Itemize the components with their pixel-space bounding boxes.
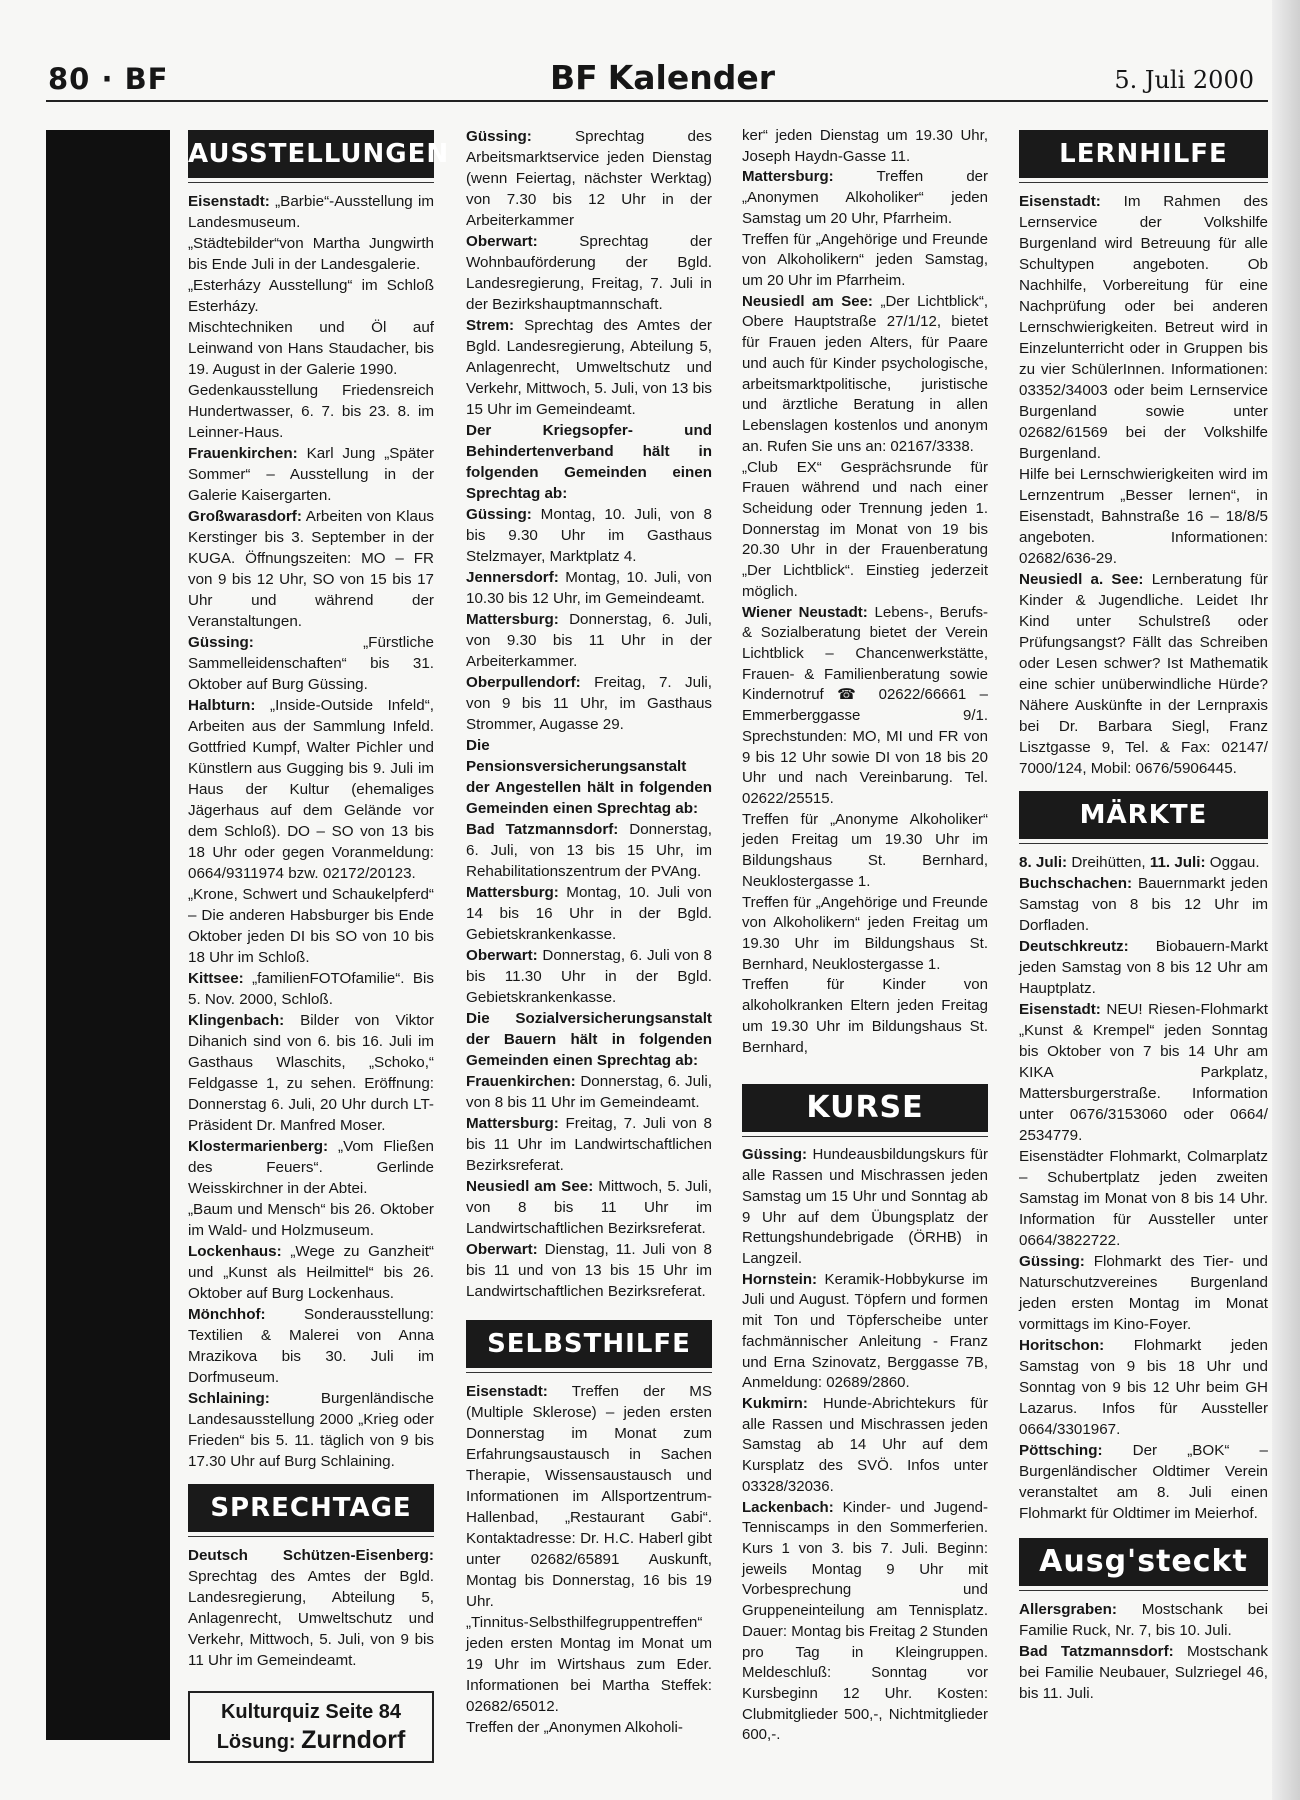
list-item: Mattersburg: Donnerstag, 6. Juli, von 9.30 bis 11 Uhr in der Arbeiterkammer. <box>466 611 712 670</box>
list-heading: Die Sozialversicherungsanstalt der Bauern hält in folgenden Gemeinden einen Sprechtag ab: <box>466 1010 712 1069</box>
list-item: Mattersburg: Freitag, 7. Juli von 8 bis 11 Uhr im Landwirtschaftlichen Bezirksreferat. <box>466 1115 712 1174</box>
column-3 <box>742 126 988 1746</box>
list-item: Klingenbach: Bilder von Viktor Dihanich sind von 6. bis 16. Juli im Gasthaus Wlaschits, „Schoko,“ Feldgasse 1, zu sehen. Eröffnung: Donnerstag 6. Juli, 20 Uhr durch LT-Präsident Dr. Manfred Moser. <box>188 1012 434 1134</box>
list-item: Mattersburg: Montag, 10. Juli von 14 bis 16 Uhr in der Bgld. Gebietskrankenkasse. <box>466 884 712 943</box>
kalender-sidebar <box>46 130 170 1740</box>
list-item: Jennersdorf: Montag, 10. Juli, von 10.30 bis 12 Uhr, im Gemeindeamt. <box>466 569 712 607</box>
list-item: „Esterházy Ausstellung“ im Schloß Esterházy. <box>188 277 434 315</box>
list-item: Neusiedl am See: Mittwoch, 5. Juli, von 8 bis 11 Uhr im Landwirtschaftlichen Bezirksreferat. <box>466 1178 712 1237</box>
list-item: Allersgraben: Mostschank bei Familie Ruck, Nr. 7, bis 10. Juli. <box>1019 1601 1268 1639</box>
divider <box>188 182 434 183</box>
list-item: Pöttsching: Der „BOK“ – Burgenländischer Oldtimer Verein veranstaltet am 8. Juli einen Flohmarkt für Oldtimer im Meierhof. <box>1019 1442 1268 1522</box>
list-item: Oberpullendorf: Freitag, 7. Juli, von 9 bis 11 Uhr, im Gasthaus Strommer, Augasse 29. <box>466 674 712 733</box>
list-item: Treffen für Kinder von alkoholkranken Eltern jeden Freitag um 19.30 Uhr im Bildungshaus St. Bernhard, <box>742 976 988 1056</box>
header-rule <box>46 100 1268 102</box>
divider <box>1019 843 1268 844</box>
list-item: 8. Juli: Dreihütten, 11. Juli: Oggau. <box>1019 854 1260 871</box>
section-kurse: KURSE <box>742 1084 988 1132</box>
section-ausgsteckt: Ausg'steckt <box>1019 1538 1268 1586</box>
list-item: Neusiedl a. See: Lernberatung für Kinder & Jugendliche. Leidet Ihr Kind unter Schulstreß oder Prüfungsangst? Fällt das Schreiben oder Lesen schwer? Ist Mathematik eine schier unüberwindliche Hürde? Nähere Auskünfte in der Lernpraxis bei Dr. Barbara Siegl, Franz Lisztgasse 9, Tel. & Fax: 02147/ 7000/124, Mobil: 0676/5906445. <box>1019 571 1268 777</box>
list-item: Bad Tatzmannsdorf: Donnerstag, 6. Juli, von 13 bis 15 Uhr, im Rehabilitationszentrum der PVAng. <box>466 821 712 880</box>
issue-date: 5. Juli 2000 <box>1114 66 1254 94</box>
list-item: Oberwart: Donnerstag, 6. Juli von 8 bis 11.30 Uhr in der Bgld. Gebietskrankenkasse. <box>466 947 712 1006</box>
list-item: Güssing: Sprechtag des Arbeitsmarktservice jeden Dienstag (wenn Feiertag, nächster Werktag) von 7.30 bis 12 Uhr in der Arbeiterkammer <box>466 128 712 229</box>
divider <box>1019 1590 1268 1591</box>
list-item: Deutschkreutz: Biobauern-Markt jeden Samstag von 8 bis 12 Uhr am Hauptplatz. <box>1019 938 1268 997</box>
list-item: Treffen der „Anonymen Alkoholi- <box>466 1719 683 1736</box>
list-item: Hornstein: Keramik-Hobbykurse im Juli und August. Töpfern und formen mit Ton und Töpferscheibe unter fachmännischer Anleitung - Franz und Erna Szinovatz, Berggasse 7B, Anmeldung: 02689/2860. <box>742 1270 988 1392</box>
list-item: Güssing: Flohmarkt des Tier- und Naturschutzvereines Burgenland jeden ersten Montag im Monat vormittags im Kino-Foyer. <box>1019 1253 1268 1333</box>
list-item: Bad Tatzmannsdorf: Mostschank bei Familie Neubauer, Sulzriegel 46, bis 11. Juli. <box>1019 1643 1268 1702</box>
page-number: 80 · BF <box>48 62 169 96</box>
list-item: Kukmirn: Hunde-Abrichtekurs für alle Rassen und Mischrassen jeden Samstag ab 14 Uhr auf dem Kursplatz des SVÖ. Infos unter 03328/32036. <box>742 1394 988 1495</box>
divider <box>1019 182 1268 183</box>
list-item: „Club EX“ Gesprächsrunde für Frauen während und nach einer Scheidung oder Trennung jeden 1. Donnerstag im Monat von 19 bis 20.30 Uhr in der Frauenberatung „Der Lichtblick“. Einstieg jederzeit möglich. <box>742 458 988 600</box>
list-item: Oberwart: Dienstag, 11. Juli von 8 bis 11 und von 13 bis 15 Uhr im Landwirtschaftlichen Bezirksreferat. <box>466 1241 712 1300</box>
list-item: Halbturn: „Inside-Outside Infeld“, Arbeiten aus der Sammlung Infeld. Gottfried Kumpf, Walter Pichler und Künstlern aus Gugging bis 9. Juli im Haus der Kultur (ehemaliges Jägerhaus auf dem Gelände vor dem Schloß). DO – SO von 13 bis 18 Uhr oder gegen Voranmeldung: 0664/9311974 bzw. 02172/20123. <box>188 697 434 882</box>
section-lernhilfe: LERNHILFE <box>1019 130 1268 178</box>
list-item: Treffen für „Angehörige und Freunde von Alkoholikern“ jeden Freitag um 19.30 Uhr im Bildungshaus St. Bernhard, Neuklostergasse 1. <box>742 893 988 973</box>
list-item: Mattersburg: Treffen der „Anonymen Alkoholiker“ jeden Samstag um 20 Uhr, Pfarrheim. <box>742 168 988 227</box>
list-item: Mischtechniken und Öl auf Leinwand von Hans Staudacher, bis 19. August in der Galerie 1990. <box>188 319 434 378</box>
list-item: Treffen für „Angehörige und Freunde von Alkoholikern“ jeden Samstag, um 20 Uhr im Pfarrheim. <box>742 230 988 290</box>
section-sprechtage: SPRECHTAGE <box>188 1484 434 1532</box>
list-item: Deutsch Schützen-Eisenberg: Sprechtag des Amtes der Bgld. Landesregierung, Abteilung 5, Anlagenrecht, Umweltschutz und Verkehr, Mittwoch, 5. Juli, von 9 bis 11 Uhr im Gemeindeamt. <box>188 1547 434 1669</box>
list-item: Güssing: „Fürstliche Sammelleidenschaften“ bis 31. Oktober auf Burg Güssing. <box>188 634 434 693</box>
column-4 <box>1019 126 1268 1704</box>
page-title <box>550 58 775 97</box>
list-item: „Tinnitus-Selbsthilfegruppentreffen“ jeden ersten Montag im Monat um 19 Uhr im Wirtshaus zum Eder. Informationen bei Martha Steffek: 02682/65012. <box>466 1614 712 1715</box>
list-heading: Der Kriegsopfer- und Behindertenverband hält in folgenden Gemeinden einen Sprechtag ab: <box>466 422 712 502</box>
kulturquiz-solution: Lösung: Zurndorf <box>216 1726 406 1754</box>
list-item: Kittsee: „familienFOTOfamilie“. Bis 5. Nov. 2000, Schloß. <box>188 970 434 1008</box>
column-2 <box>466 126 712 1738</box>
list-item: Oberwart: Sprechtag der Wohnbauförderung der Bgld. Landesregierung, Freitag, 7. Juli in der Bezirkshauptmannschaft. <box>466 233 712 313</box>
divider <box>188 1536 434 1537</box>
section-ausstellungen: AUSSTELLUNGEN <box>188 130 434 178</box>
list-item: Horitschon: Flohmarkt jeden Samstag von 9 bis 18 Uhr und Sonntag von 9 bis 12 Uhr beim GH Lazarus. Infos für Aussteller 0664/3301967. <box>1019 1337 1268 1438</box>
list-item: Eisenstadt: „Barbie“-Ausstellung im Landesmuseum. <box>188 193 434 231</box>
kulturquiz-label: Kulturquiz Seite 84 <box>220 1701 402 1723</box>
list-item: Klostermarienberg: „Vom Fließen des Feuers“. Gerlinde Weisskirchner in der Abtei. <box>188 1138 434 1197</box>
list-item: „Städtebilder“von Martha Jungwirth bis Ende Juli in der Landesgalerie. <box>188 235 434 273</box>
list-item: Mönchhof: Sonderausstellung: Textilien & Malerei von Anna Mrazikova bis 30. Juli im Dorfmuseum. <box>188 1306 434 1386</box>
list-item: Wiener Neustadt: Lebens-, Berufs- & Sozialberatung bietet der Verein Lichtblick – Chancenwerkstätte, Frauen- & Familienberatung sowie Kindernotruf ☎ 02622/66661 – Emmerberggasse 9/1. Sprechstunden: MO, MI und FR von 9 bis 12 Uhr sowie DI von 18 bis 20 Uhr und nach Vereinbarung. Tel. 02622/25515. <box>742 603 988 807</box>
list-item: ker“ jeden Dienstag um 19.30 Uhr, Joseph Haydn-Gasse 11. <box>742 127 988 165</box>
section-maerkte: MÄRKTE <box>1019 791 1268 839</box>
list-heading: Die Pensionsversicherungsanstalt der Angestellen hält in folgenden Gemeinden einen Sprechtag ab: <box>466 737 712 817</box>
column-1 <box>188 126 450 1763</box>
divider <box>742 1136 988 1137</box>
list-item: Eisenstadt: Im Rahmen des Lernservice der Volkshilfe Burgenland wird Betreuung für alle Schultypen angeboten. Ob Nachhilfe, Vorbereitung für eine Nachprüfung oder bei anderen Lernschwierigkeiten. Betreut wird in Einzelunterricht oder in Gruppen bis zu vier SchülerInnen. Informationen: 03352/34003 oder beim Lernservice Burgenland sowie unter 02682/61569 bei der Volkshilfe Burgenland. <box>1019 193 1268 462</box>
list-item: Eisenstädter Flohmarkt, Colmarplatz – Schubertplatz jeden zweiten Samstag im Monat von 8 bis 14 Uhr. Information für Aussteller unter 0664/3822722. <box>1019 1148 1268 1249</box>
list-item: Lockenhaus: „Wege zu Ganzheit“ und „Kunst als Heilmittel“ bis 26. Oktober auf Burg Lockenhaus. <box>188 1243 434 1302</box>
list-item: Strem: Sprechtag des Amtes der Bgld. Landesregierung, Abteilung 5, Anlagenrecht, Umweltschutz und Verkehr, Mittwoch, 5. Juli, von 13 bis 15 Uhr im Gemeindeamt. <box>466 317 712 418</box>
title-text: Kalender <box>607 58 776 97</box>
list-item: Frauenkirchen: Donnerstag, 6. Juli, von 8 bis 11 Uhr im Gemeindeamt. <box>466 1073 712 1111</box>
list-item: Treffen für „Anonyme Alkoholiker“ jeden Freitag um 19.30 Uhr im Bildungshaus St. Bernhard, Neuklostergasse 1. <box>742 810 988 890</box>
list-item: Frauenkirchen: Karl Jung „Später Sommer“ – Ausstellung in der Galerie Kaisergarten. <box>188 445 434 504</box>
list-item: „Krone, Schwert und Schaukelpferd“ – Die anderen Habsburger bis Ende Oktober jeden DI bis SO von 10 bis 18 Uhr im Schloß. <box>188 886 434 966</box>
list-item: Güssing: Hundeausbildungskurs für alle Rassen und Mischrassen jeden Samstag um 15 Uhr und Sonntag ab 9 Uhr auf dem Übungsplatz der Rettungshundebrigade (ÖRHB) in Langzeil. <box>742 1146 988 1267</box>
list-item: Eisenstadt: NEU! Riesen-Flohmarkt „Kunst & Krempel“ jeden Sonntag bis Oktober von 7 bis 14 Uhr am KIKA Parkplatz, Mattersburgerstraße. Information unter 0676/3153060 oder 0664/ 2534779. <box>1019 1001 1268 1144</box>
divider <box>466 1372 712 1373</box>
list-item: Eisenstadt: Treffen der MS (Multiple Sklerose) – jeden ersten Donnerstag im Monat zum Erfahrungsaustausch in Sachen Therapie, Wissensaustausch und Informationen im Allsportzentrum- Hallenbad, „Restaurant Gabi“. Kontaktadresse: Dr. H.C. Haberl gibt unter 02682/65891 Auskunft, Montag bis Donnerstag, 16 bis 19 Uhr. <box>466 1383 712 1610</box>
list-item: Gedenkausstellung Friedensreich Hundertwasser, 6. 7. bis 23. 8. im Leinner-Haus. <box>188 382 434 441</box>
list-item: Schlaining: Burgenländische Landesausstellung 2000 „Krieg oder Frieden“ bis 5. 11. täglich von 9 bis 17.30 Uhr auf Burg Schlaining. <box>188 1390 434 1470</box>
list-item: Neusiedl am See: „Der Lichtblick“, Obere Hauptstraße 27/1/12, bietet für Frauen jeden Alters, für Paare und auch für Kinder psychologische, arbeitsmarktpolitische, juristische und ärztliche Beratung in allen Lebenslagen kostenlos und anonym an. Rufen Sie uns an: 02167/3338. <box>742 292 989 455</box>
list-item: Güssing: Montag, 10. Juli, von 8 bis 9.30 Uhr im Gasthaus Stelzmayer, Marktplatz 4. <box>466 506 712 565</box>
bf-logo: BF <box>550 58 598 97</box>
list-item: „Baum und Mensch“ bis 26. Oktober im Wald- und Holzmuseum. <box>188 1201 434 1239</box>
page-binding-shadow <box>1272 0 1300 1800</box>
list-item: Buchschachen: Bauernmarkt jeden Samstag von 8 bis 12 Uhr im Dorfladen. <box>1019 875 1268 934</box>
list-item: Großwarasdorf: Arbeiten von Klaus Kerstinger bis 3. September in der KUGA. Öffnungszeiten: MO – FR von 9 bis 12 Uhr, SO von 15 bis 17 Uhr und während der Veranstaltungen. <box>188 508 434 630</box>
list-item: Hilfe bei Lernschwierigkeiten wird im Lernzentrum „Besser lernen“, in Eisenstadt, Bahnstraße 16 – 18/8/5 angeboten. Informationen: 02682/636-29. <box>1019 466 1268 567</box>
kulturquiz-box <box>188 1691 434 1763</box>
list-item: Lackenbach: Kinder- und Jugend-Tenniscamps in den Sommerferien. Kurs 1 von 3. bis 7. Juli. Beginn: jeweils Montag 9 Uhr mit Vorbesprechung und Gruppeneinteilung am Tennisplatz. Dauer: Montag bis Freitag 2 Stunden pro Tag in Kleingruppen. Meldeschluß: Sonntag vor Kursbeginn 12 Uhr. Kosten: Clubmitglieder 500,-, Nichtmitglieder 600,-. <box>742 1498 988 1744</box>
section-selbsthilfe: SELBSTHILFE <box>466 1320 712 1368</box>
